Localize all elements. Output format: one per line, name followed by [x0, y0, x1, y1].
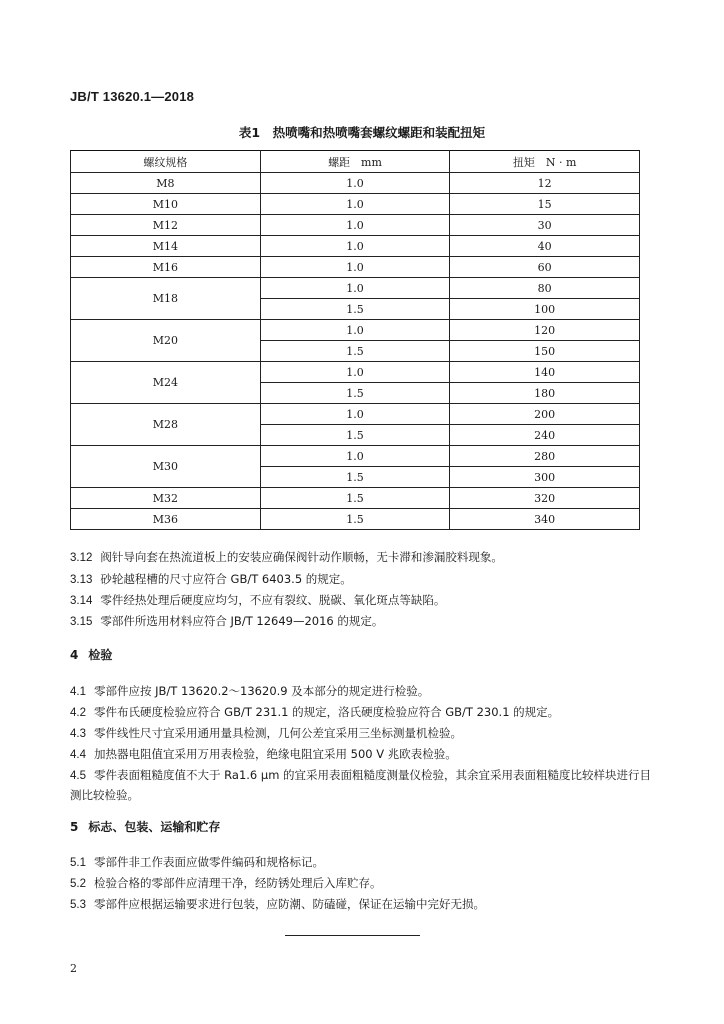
cell-torque: 340 [450, 509, 640, 530]
cell-torque: 320 [450, 488, 640, 509]
clause-number: 5.3 [70, 899, 86, 911]
cell-torque: 180 [450, 383, 640, 404]
header-pitch: 螺距 mm [260, 151, 450, 173]
clause-number: 4.5 [70, 770, 86, 782]
cell-thread-spec: M20 [71, 320, 261, 362]
clause-paragraph [70, 682, 655, 702]
table-body [71, 173, 640, 530]
cell-torque: 120 [450, 320, 640, 341]
clause-paragraph [70, 703, 655, 723]
end-rule [285, 935, 420, 936]
clause-text: 零部件所选用材料应符合 JB/T 12649—2016 的规定。 [100, 614, 384, 628]
clause-text: 零件布氏硬度检验应符合 GB/T 231.1 的规定，洛氏硬度检验应符合 GB/T 230.1 的规定。 [94, 705, 560, 719]
clause-text: 零件经热处理后硬度应均匀，不应有裂纹、脱碳、氧化斑点等缺陷。 [100, 593, 446, 607]
clause-paragraph [70, 724, 655, 744]
cell-pitch: 1.0 [260, 194, 450, 215]
clause-number: 4.4 [70, 749, 86, 761]
clause-paragraph [70, 612, 655, 632]
clause-number: 4.3 [70, 728, 86, 740]
cell-pitch: 1.5 [260, 383, 450, 404]
clause-paragraph [70, 570, 655, 590]
table-row [71, 320, 640, 341]
cell-pitch: 1.5 [260, 509, 450, 530]
clause-number: 5.1 [70, 857, 86, 869]
cell-torque: 300 [450, 467, 640, 488]
table-row [71, 173, 640, 194]
clause-paragraph [70, 745, 655, 765]
table-row [71, 446, 640, 467]
cell-thread-spec: M16 [71, 257, 261, 278]
cell-torque: 240 [450, 425, 640, 446]
clause-text: 阀针导向套在热流道板上的安装应确保阀针动作顺畅，无卡滞和渗漏胶料现象。 [100, 550, 503, 564]
section-4-number: 4 [70, 648, 79, 662]
section-4-heading [70, 646, 112, 663]
section-5-title: 标志、包装、运输和贮存 [88, 820, 221, 834]
clause-text: 零部件非工作表面应做零件编码和规格标记。 [94, 855, 324, 869]
table-row [71, 404, 640, 425]
cell-pitch: 1.5 [260, 299, 450, 320]
cell-torque: 12 [450, 173, 640, 194]
cell-pitch: 1.5 [260, 425, 450, 446]
cell-pitch: 1.5 [260, 488, 450, 509]
cell-thread-spec: M28 [71, 404, 261, 446]
cell-pitch: 1.0 [260, 320, 450, 341]
header-thread-spec: 螺纹规格 [71, 151, 261, 173]
table-row [71, 194, 640, 215]
cell-pitch: 1.0 [260, 278, 450, 299]
cell-torque: 40 [450, 236, 640, 257]
clause-number: 4.2 [70, 707, 86, 719]
table-row [71, 488, 640, 509]
cell-torque: 140 [450, 362, 640, 383]
table-row [71, 362, 640, 383]
cell-pitch: 1.0 [260, 257, 450, 278]
table-row [71, 257, 640, 278]
cell-pitch: 1.0 [260, 173, 450, 194]
clause-number: 3.15 [70, 616, 93, 628]
table-row [71, 236, 640, 257]
cell-thread-spec: M10 [71, 194, 261, 215]
table-row [71, 509, 640, 530]
cell-torque: 15 [450, 194, 640, 215]
cell-pitch: 1.0 [260, 236, 450, 257]
thread-torque-table [70, 150, 640, 530]
cell-thread-spec: M18 [71, 278, 261, 320]
table-title: 表1 热喷嘴和热喷嘴套螺纹螺距和装配扭矩 [238, 125, 486, 140]
cell-torque: 30 [450, 215, 640, 236]
cell-torque: 60 [450, 257, 640, 278]
cell-torque: 80 [450, 278, 640, 299]
cell-pitch: 1.0 [260, 404, 450, 425]
standard-code: JB/T 13620.1—2018 [70, 89, 195, 104]
cell-thread-spec: M8 [71, 173, 261, 194]
cell-pitch: 1.5 [260, 341, 450, 362]
clause-text: 零部件应根据运输要求进行包装，应防潮、防磕碰，保证在运输中完好无损。 [94, 897, 485, 911]
clause-number: 3.12 [70, 552, 93, 564]
table-row [71, 278, 640, 299]
cell-pitch: 1.5 [260, 467, 450, 488]
clause-paragraph [70, 895, 655, 915]
clause-number: 3.14 [70, 595, 93, 607]
cell-thread-spec: M30 [71, 446, 261, 488]
clause-text: 零部件应按 JB/T 13620.2～13620.9 及本部分的规定进行检验。 [94, 684, 430, 698]
cell-torque: 100 [450, 299, 640, 320]
header-torque: 扭矩 N · m [450, 151, 640, 173]
clause-paragraph [70, 874, 655, 894]
cell-pitch: 1.0 [260, 362, 450, 383]
cell-thread-spec: M14 [71, 236, 261, 257]
cell-pitch: 1.0 [260, 446, 450, 467]
section-4-title: 检验 [88, 648, 113, 662]
section-5-heading [70, 818, 220, 835]
table-row [71, 215, 640, 236]
cell-thread-spec: M12 [71, 215, 261, 236]
clause-paragraph [70, 591, 655, 611]
clause-number: 5.2 [70, 878, 86, 890]
section-5-number: 5 [70, 820, 79, 834]
clause-paragraph [70, 853, 655, 873]
cell-torque: 150 [450, 341, 640, 362]
clause-text: 零件表面粗糙度值不大于 Ra1.6 μm 的宜采用表面粗糙度测量仪检验，其余宜采用表面粗糙度比较样块进行目测比较检验。 [70, 768, 652, 802]
clause-number: 3.13 [70, 574, 93, 586]
cell-thread-spec: M24 [71, 362, 261, 404]
clause-paragraph [70, 548, 655, 568]
clause-text: 砂轮越程槽的尺寸应符合 GB/T 6403.5 的规定。 [100, 572, 352, 586]
cell-thread-spec: M32 [71, 488, 261, 509]
cell-pitch: 1.0 [260, 215, 450, 236]
clause-paragraph [70, 766, 655, 805]
clause-text: 检验合格的零部件应清理干净，经防锈处理后入库贮存。 [94, 876, 382, 890]
page-number: 2 [70, 962, 77, 975]
cell-thread-spec: M36 [71, 509, 261, 530]
clause-text: 零件线性尺寸宜采用通用量具检测，几何公差宜采用三坐标测量机检验。 [94, 726, 462, 740]
clause-number: 4.1 [70, 686, 86, 698]
clause-text: 加热器电阻值宜采用万用表检验，绝缘电阻宜采用 500 V 兆欧表检验。 [94, 747, 457, 761]
cell-torque: 200 [450, 404, 640, 425]
cell-torque: 280 [450, 446, 640, 467]
table-header-row [71, 151, 640, 173]
